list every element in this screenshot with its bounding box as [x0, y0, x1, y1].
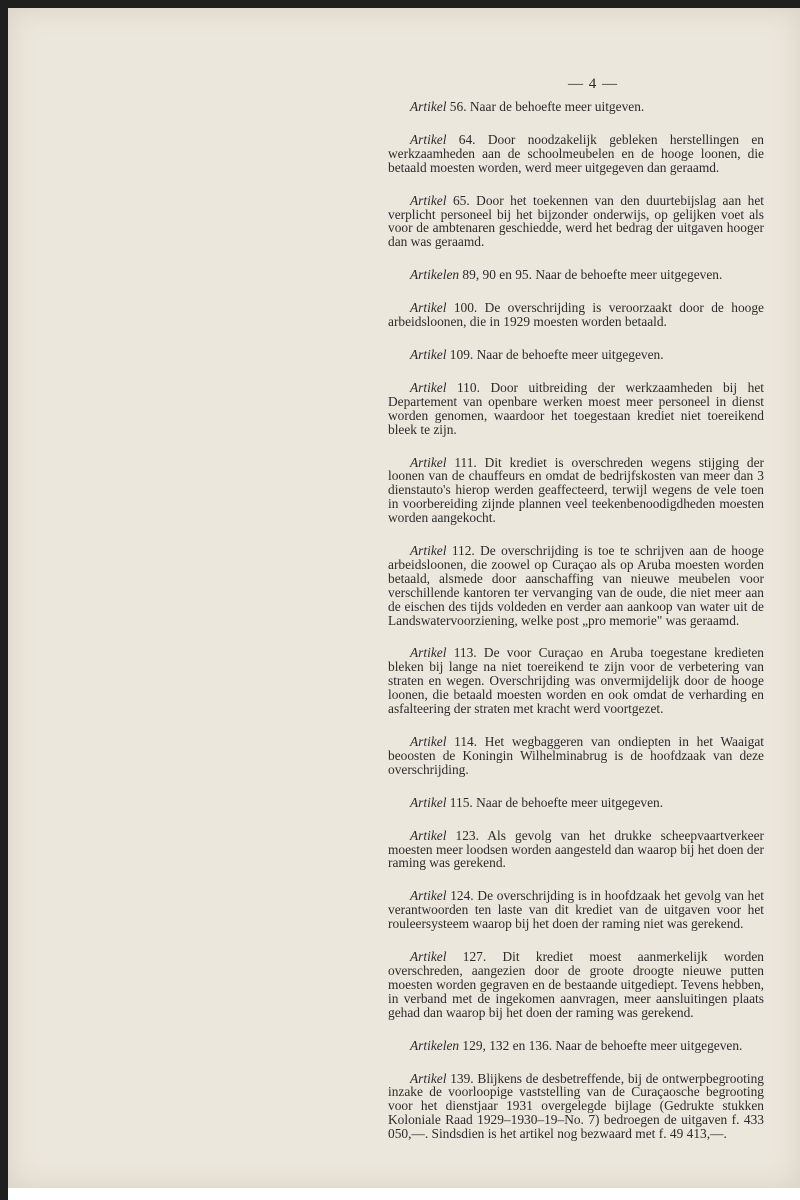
article-label: Artikel: [410, 300, 447, 316]
article-label: Artikel: [410, 1070, 447, 1086]
article-label: Artikel: [410, 949, 447, 965]
article-paragraph: [388, 301, 764, 329]
article-paragraph: [388, 544, 764, 627]
article-label: Artikel: [410, 543, 447, 559]
article-label: Artikel: [410, 888, 447, 904]
article-label: Artikel: [410, 99, 447, 114]
article-text: 89, 90 en 95. Naar de behoefte meer uitgegeven.: [459, 267, 723, 283]
article-label: Artikelen: [410, 1037, 460, 1053]
article-text: 129, 132 en 136. Naar de behoefte meer uitgegeven.: [459, 1037, 743, 1053]
article-label: Artikel: [410, 645, 447, 661]
article-label: Artikel: [410, 827, 447, 843]
article-text: 111. Dit krediet is overschreden wegens stijging der loonen van de chauffeurs en omdat de bedrijfskosten van meer dan 3 dienstauto's hierop werden geaffecteerd, terwijl wegens de vele toen in voorbereiding zijnde plannen veel teekenbenoodigdheden moesten worden aangekocht.: [388, 454, 764, 526]
article-paragraph: [388, 194, 764, 250]
article-paragraph: [388, 1072, 764, 1142]
article-text: 114. Het wegbaggeren van ondiepten in het Waaigat beoosten de Koningin Wilhelminabrug is de hoofdzaak van deze overschrijding.: [388, 734, 764, 777]
article-paragraph: [388, 889, 764, 931]
article-text: 115. Naar de behoefte meer uitgegeven.: [446, 794, 664, 810]
article-label: Artikelen: [410, 267, 460, 283]
article-paragraph: [388, 133, 764, 175]
article-paragraph: [388, 829, 764, 871]
article-text: 100. De overschrijding is veroorzaakt door de hooge arbeidsloonen, die in 1929 moesten worden betaald.: [388, 300, 764, 330]
article-paragraph: [388, 268, 764, 282]
body-text: [388, 100, 764, 1160]
article-paragraph: [388, 348, 764, 362]
article-label: Artikel: [410, 131, 447, 147]
article-label: Artikel: [410, 192, 447, 208]
article-label: Artikel: [410, 346, 447, 362]
article-label: Artikel: [410, 794, 447, 810]
article-text: 127. Dit krediet moest aanmerkelijk worden overschreden, aangezien door de groote droogte nieuwe putten moesten worden gegraven en de bestaande uitgediept. Tevens hebben, in verband met de ingekomen aanvragen, meer aansluitingen plaats gehad dan waarop bij het doen der raming was gerekend.: [388, 949, 764, 1020]
article-text: 56. Naar de behoefte meer uitgeven.: [446, 99, 645, 114]
article-paragraph: [388, 100, 764, 114]
article-label: Artikel: [410, 734, 447, 749]
article-text: 124. De overschrijding is in hoofdzaak het gevolg van het verantwoorden ten laste van dit krediet van de uitgaven voor het rouleersysteem waarop bij het doen der raming niet was gerekend.: [388, 888, 764, 932]
article-paragraph: [388, 1039, 764, 1053]
article-paragraph: [388, 950, 764, 1020]
article-label: Artikel: [410, 454, 447, 470]
article-label: Artikel: [410, 379, 447, 395]
article-text: 110. Door uitbreiding der werkzaamheden bij het Departement van openbare werken moest meer personeel in dienst worden genomen, waardoor het toegestaan krediet niet toereikend bleek te zijn.: [388, 379, 764, 437]
article-paragraph: [388, 646, 764, 716]
article-paragraph: [388, 796, 764, 810]
article-text: 139. Blijkens de desbetreffende, bij de ontwerpbegrooting inzake de voorloopige vaststelling van de Curaçaosche begrooting voor het dienstjaar 1931 overgelegde bijlage (Gedrukte stukken Koloniale Raad 1929–1930–19–No. 7) bedroegen de uitgaven f. 433 050,—. Sindsdien is het artikel nog bezwaard met f. 49 413,—.: [388, 1070, 764, 1142]
article-paragraph: [388, 381, 764, 437]
article-paragraph: [388, 735, 764, 777]
article-text: 109. Naar de behoefte meer uitgegeven.: [446, 346, 664, 362]
article-text: 65. Door het toekennen van den duurtebijslag aan het verplicht personeel bij het bijzonder onderwijs, op gelijken voet als voor de ambtenaren geschiedde, werd het bedrag der uitgaven hooger dan was geraamd.: [388, 192, 764, 250]
article-text: 123. Als gevolg van het drukke scheepvaartverkeer moesten meer loodsen worden aangesteld dan waarop bij het doen der raming was gerekend.: [388, 827, 764, 871]
article-text: 64. Door noodzakelijk gebleken herstellingen en werkzaamheden aan de schoolmeubelen en de hooge loonen, die betaald moesten worden, werd meer uitgegeven dan geraamd.: [388, 131, 764, 175]
article-text: 112. De overschrijding is toe te schrijven aan de hooge arbeidsloonen, die zoowel op Curaçao als op Aruba moesten worden betaald, alsmede door aanschaffing van nieuwe meubelen voor verschillende kantoren ter vervanging van de oude, die niet meer aan de eischen des tijds voldeden en verder aan aankoop van water uit de Landswatervoorziening, welke post „pro memorie" was geraamd.: [388, 543, 764, 628]
page-number: — 4 —: [568, 76, 618, 92]
article-text: 113. De voor Curaçao en Aruba toegestane kredieten bleken bij lange na niet toereikend te zijn voor de verbetering van straten en wegen. Overschrijding was onvermijdelijk door de hooge loonen, die betaald moesten worden en ook omdat de verharding en asfalteering der straten met kracht werd voortgezet.: [388, 645, 764, 717]
page-bottom-edge: [8, 1188, 800, 1200]
article-paragraph: [388, 456, 764, 526]
